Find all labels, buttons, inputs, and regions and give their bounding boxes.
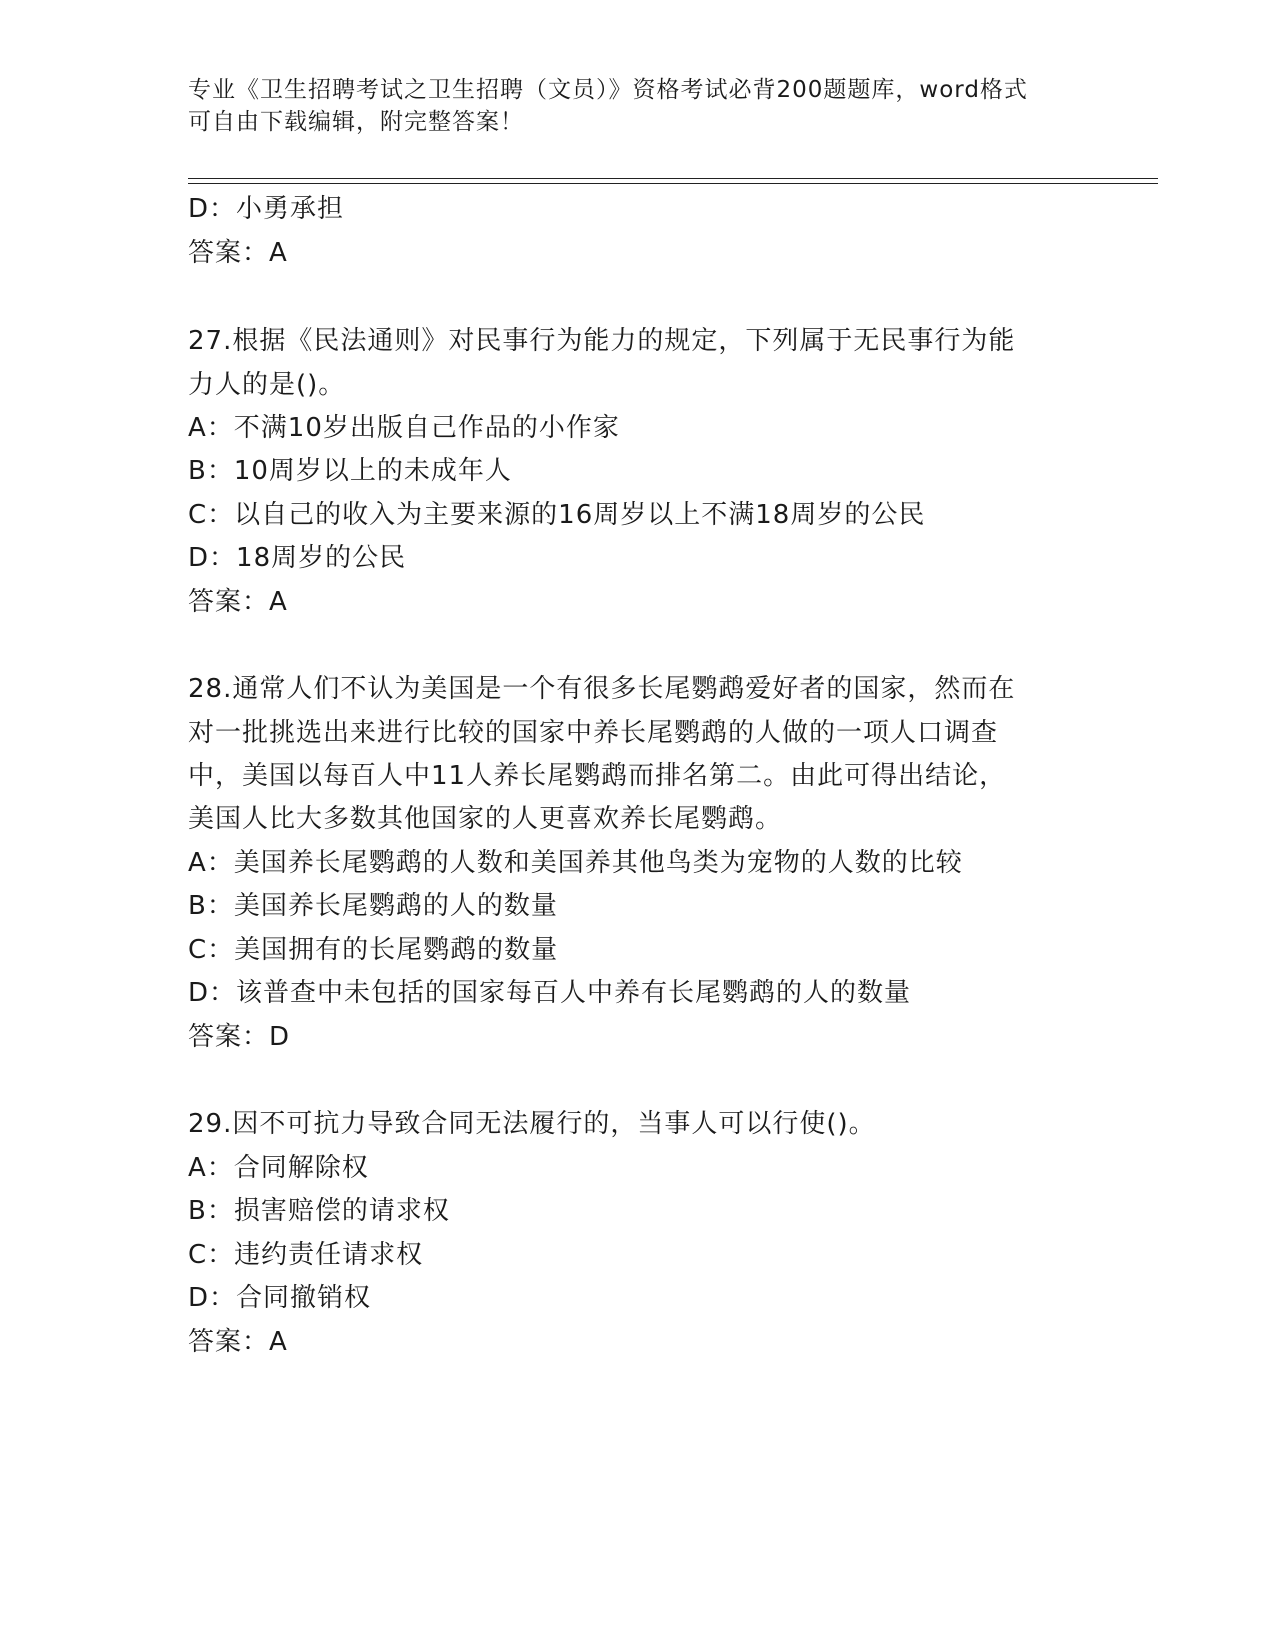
question-28-option-b: B：美国养长尾鹦鹉的人的数量 [188,891,558,921]
question-27-option-d: D：18周岁的公民 [188,543,407,573]
question-29-option-d: D：合同撤销权 [188,1283,372,1313]
question-28-stem: 美国人比大多数其他国家的人更喜欢养长尾鹦鹉。 [188,804,783,834]
question-28-stem: 中，美国以每百人中11人养长尾鹦鹉而排名第二。由此可得出结论， [188,761,1007,791]
question-28-stem: 28.通常人们不认为美国是一个有很多长尾鹦鹉爱好者的国家，然而在 [188,674,1016,704]
question-29-option-a: A：合同解除权 [188,1153,369,1183]
header-divider-bottom [188,183,1158,184]
question-29-option-c: C：违约责任请求权 [188,1240,424,1270]
answer-line: 答案：A [188,238,288,268]
option-d: D：小勇承担 [188,194,345,224]
question-28-option-d: D：该普查中未包括的国家每百人中养有长尾鹦鹉的人的数量 [188,978,912,1008]
question-27-option-a: A：不满10岁出版自己作品的小作家 [188,413,620,443]
page-header [188,74,1068,138]
question-28-stem: 对一批挑选出来进行比较的国家中养长尾鹦鹉的人做的一项人口调查 [188,718,999,748]
question-27-option-b: B：10周岁以上的未成年人 [188,456,512,486]
question-28-answer: 答案：D [188,1022,291,1052]
header-line-1: 专业《卫生招聘考试之卫生招聘（文员）》资格考试必背200题题库，word格式 [188,77,1028,103]
question-28-option-c: C：美国拥有的长尾鹦鹉的数量 [188,935,559,965]
question-27-stem: 27.根据《民法通则》对民事行为能力的规定，下列属于无民事行为能 [188,326,1016,356]
question-29-answer: 答案：A [188,1327,288,1357]
question-29-stem: 29.因不可抗力导致合同无法履行的，当事人可以行使()。 [188,1109,876,1139]
question-27-option-c: C：以自己的收入为主要来源的16周岁以上不满18周岁的公民 [188,500,926,530]
question-27-stem: 力人的是()。 [188,370,346,400]
question-28-option-a: A：美国养长尾鹦鹉的人数和美国养其他鸟类为宠物的人数的比较 [188,848,963,878]
header-divider-top [188,178,1158,179]
question-29-option-b: B：损害赔偿的请求权 [188,1196,450,1226]
header-line-2: 可自由下载编辑，附完整答案！ [188,109,524,135]
question-27-answer: 答案：A [188,587,288,617]
